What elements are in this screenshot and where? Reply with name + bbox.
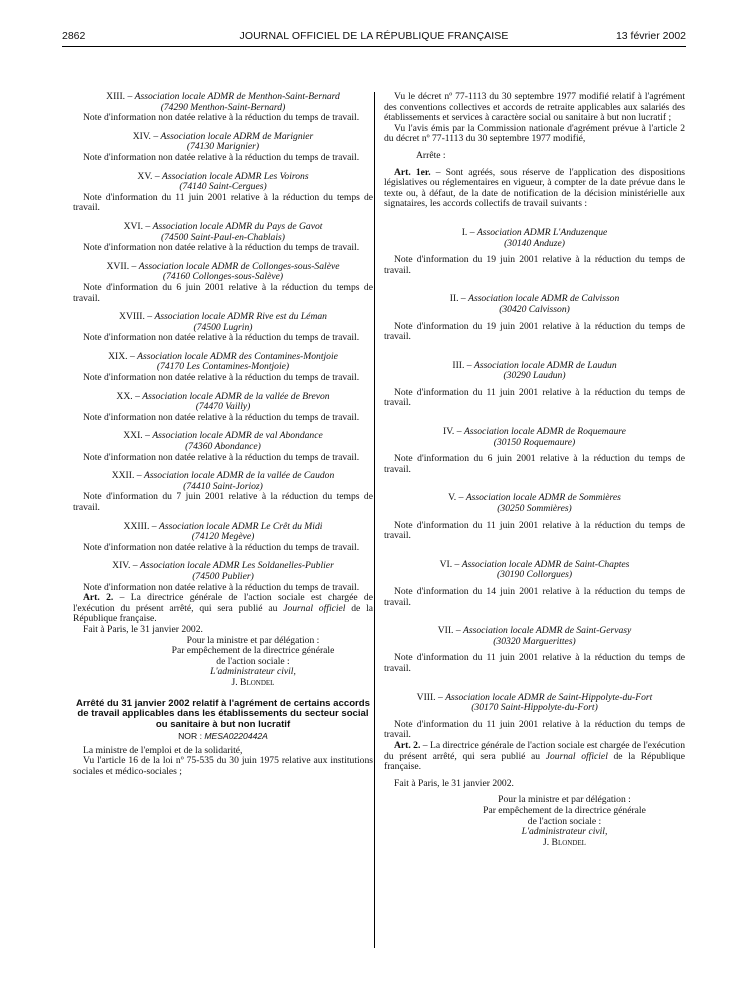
section-number: III. – (452, 359, 472, 371)
issue-date: 13 février 2002 (615, 30, 686, 42)
signature-name: J. Blondel (231, 676, 275, 688)
page-header (62, 30, 686, 47)
section-note: Note d'information non datée relative à la réduction du temps de travail. (83, 451, 360, 463)
right-column (384, 92, 685, 848)
association-place: (30150 Roquemaure) (493, 436, 576, 448)
section-heading (384, 361, 685, 382)
section-heading (384, 693, 685, 714)
section-heading (73, 431, 373, 452)
section-number: VII. – (437, 625, 461, 637)
section-number: XX. – (116, 390, 140, 402)
association-name: Association locale ADMR de Saint-Hippolyte-du-Fort (445, 691, 653, 703)
association-name: Association locale ADMR de Saint-Gervasy (463, 625, 632, 637)
section-note: Note d'information du 6 juin 2001 relative à la réduction du temps de travail. (73, 281, 373, 304)
section-heading (384, 294, 685, 315)
arrete-line: Arrête : (416, 149, 446, 161)
association-name: Association locale ADMR de Roquemaure (463, 426, 626, 438)
association-name: Association locale ADMR de la vallée de Brevon (142, 390, 330, 402)
left-signature (133, 636, 373, 689)
section-number: XIII. – (106, 91, 133, 102)
nor-label: NOR : (178, 731, 205, 742)
right-article-1 (384, 168, 685, 210)
section-heading (73, 172, 373, 193)
minister-line: La ministre de l'emploi et de la solidarité, (83, 744, 243, 756)
association-name: Association locale ADMR des Contamines-Montjoie (137, 350, 338, 362)
article-text: – La directrice générale de l'action sociale est chargée de l'exécution du présent arrêté, qui sera publié au (384, 739, 686, 762)
section-number: XXI. – (123, 430, 150, 442)
association-name: Association locale ADMR Les Voirons (162, 170, 309, 182)
section-note: Note d'information non datée relative à la réduction du temps de travail. (83, 541, 360, 553)
nor-code: MESA0220442A (204, 731, 268, 742)
section-note: Note d'information du 19 juin 2001 relative à la réduction du temps de travail. (384, 254, 685, 276)
section-note: Note d'information non datée relative à la réduction du temps de travail. (83, 332, 360, 344)
section-note: Note d'information non datée relative à la réduction du temps de travail. (83, 411, 360, 423)
association-name: Association locale ADMR de la vallée de Caudon (143, 470, 335, 482)
association-place: (74130 Marignier) (186, 141, 260, 153)
section-heading (73, 471, 373, 492)
article-label: Art. 2. (394, 739, 421, 751)
association-name: Association locale ADMR Les Soldanelles-Publier (140, 560, 334, 572)
article-text-end: de la République française. (73, 602, 373, 625)
section-number: XXII. – (111, 470, 142, 482)
page-number: 2862 (62, 30, 86, 42)
right-signature (444, 795, 685, 848)
section-note: Note d'information du 19 juin 2001 relative à la réduction du temps de travail. (384, 320, 685, 343)
section-title (384, 228, 685, 239)
section-heading (73, 92, 373, 113)
association-name: Association locale ADMR du Pays de Gavot (152, 220, 323, 232)
section-number: VIII. – (416, 691, 443, 703)
association-name: Association locale ADMR de Collonges-sous-Salève (138, 260, 340, 272)
section-heading (73, 132, 373, 153)
vu-clause-1: Vu l'article 16 de la loi nº 75-535 du 30 juin 1975 relative aux institutions sociales et médico-sociales ; (73, 755, 373, 778)
section-heading (384, 493, 685, 514)
article-label: Art. 2. (83, 592, 114, 604)
signature-line: de l'action sociale : (527, 815, 602, 827)
decree-title: Arrêté du 31 janvier 2002 relatif à l'agrément de certains accords de travail applicables dans les établissements du secteur social ou sanitaire à but non lucratif (76, 697, 370, 730)
section-heading (384, 626, 685, 647)
section-number: VI. – (439, 558, 460, 570)
association-name: Association locale ADMR de val Abondance (152, 430, 323, 442)
section-heading (73, 561, 373, 582)
section-number: XVII. – (106, 260, 137, 272)
association-place: (74410 Saint-Jorioz) (183, 480, 263, 492)
vu-clause-2: Vu le décret nº 77-1113 du 30 septembre 1977 modifié relatif à l'agrément des conventions collectives et accords de retraite applicables aux salariés des établissements et services à caractère social ou sanitaire à but non lucratif ; (384, 91, 685, 124)
section-heading (384, 427, 685, 448)
section-number: XXIII. – (123, 520, 157, 532)
association-place: (30190 Collorgues) (496, 569, 573, 581)
vu-clause-3: Vu l'avis émis par la Commission nationale d'agrément prévue à l'article 2 du décret nº 77-1113 du 30 septembre 1977 modifié, (384, 122, 685, 145)
association-place: (30250 Sommières) (497, 503, 572, 515)
section-note: Note d'information non datée relative à la réduction du temps de travail. (83, 151, 360, 163)
section-number: IV. – (443, 426, 462, 438)
section-number: V. – (448, 492, 464, 504)
association-name: Association locale ADMR de Laudun (473, 359, 617, 371)
association-place: (74500 Lugrin) (193, 321, 253, 333)
signature-title: L'administrateur civil, (521, 826, 608, 838)
right-sections (384, 228, 685, 741)
section-title (73, 92, 373, 103)
section-note: Note d'information du 11 juin 2001 relative à la réduction du temps de travail. (73, 191, 373, 214)
section-note: Note d'information du 11 juin 2001 relative à la réduction du temps de travail. (384, 386, 685, 409)
article-text-end: de la République française. (384, 750, 685, 773)
left-sections (73, 92, 373, 593)
section-number: XVIII. – (119, 311, 153, 323)
section-title (73, 222, 373, 233)
association-place: (74470 Vailly) (195, 401, 251, 413)
signature-line: Pour la ministre et par délégation : (498, 794, 631, 806)
section-number: I. – (461, 226, 475, 238)
left-column (73, 92, 373, 778)
association-name: Association locale ADRM de Marignier (160, 130, 314, 142)
article-text: – Sont agréés, sous réserve de l'application des dispositions législatives ou réglementaires en vigueur, à compter de la date prévue dans le texte ou, à défaut, de la date de notification de la décision ministérielle aux signataires, les accords collectifs de travail suivants : (384, 166, 686, 210)
article-text: – La directrice générale de l'action sociale est chargée de l'exécution du présent arrêté, qui sera publié au (73, 592, 373, 614)
section-note: Note d'information non datée relative à la réduction du temps de travail. (83, 112, 360, 124)
section-heading (384, 560, 685, 581)
section-note: Note d'information du 14 juin 2001 relative à la réduction du temps de travail. (384, 586, 685, 608)
association-name: Association locale ADMR Rive est du Léman (154, 311, 327, 323)
association-place: (74120 Megève) (191, 531, 255, 543)
section-note: Note d'information non datée relative à la réduction du temps de travail. (83, 581, 360, 593)
association-place: (30170 Saint-Hippolyte-du-Fort) (471, 702, 598, 714)
association-place: (74170 Les Contamines-Montjoie) (156, 361, 290, 373)
signature-name: J. Blondel (543, 836, 586, 848)
section-note: Note d'information du 11 juin 2001 relative à la réduction du temps de travail. (384, 519, 685, 542)
association-place: (30420 Calvisson) (499, 303, 570, 315)
signature-line: Par empêchement de la directrice générale (171, 645, 335, 657)
association-place: (74140 Saint-Cergues) (179, 181, 267, 193)
section-heading (73, 352, 373, 373)
section-heading (73, 522, 373, 543)
left-article-2 (73, 593, 373, 625)
article-label: Art. 1er. (394, 166, 431, 178)
column-divider (374, 92, 375, 948)
association-name: Association locale ADMR Le Crêt du Midi (159, 520, 323, 532)
association-place: (74500 Publier) (192, 570, 254, 582)
journal-name: Journal officiel (283, 602, 346, 614)
association-name: Association locale ADMR de Sommières (465, 492, 621, 504)
left-done-at: Fait à Paris, le 31 janvier 2002. (83, 623, 203, 635)
association-name: Association locale ADMR de Calvisson (468, 293, 620, 305)
section-number: XIV. – (112, 560, 138, 572)
association-place: (74290 Menthon-Saint-Bernard) (160, 101, 286, 113)
section-heading (73, 262, 373, 283)
nor-reference (73, 731, 373, 742)
right-article-2 (384, 741, 685, 773)
right-done-at: Fait à Paris, le 31 janvier 2002. (394, 777, 514, 789)
association-name: Association locale ADMR de Menthon-Saint-Bernard (134, 91, 340, 102)
section-note: Note d'information du 11 juin 2001 relative à la réduction du temps de travail. (384, 652, 685, 674)
section-heading (384, 228, 685, 249)
association-place: (74160 Collonges-sous-Salève) (162, 271, 284, 283)
section-number: II. – (449, 293, 466, 305)
section-number: XV. – (137, 170, 160, 182)
signature-line: Par empêchement de la directrice générale (483, 804, 646, 816)
signature-line: Pour la ministre et par délégation : (186, 634, 320, 646)
association-place: (30320 Marguerittes) (493, 635, 576, 647)
section-number: XVI. – (123, 220, 151, 232)
association-place: (30140 Anduze) (504, 237, 565, 249)
section-note: Note d'information non datée relative à la réduction du temps de travail. (83, 372, 360, 384)
association-place: (74500 Saint-Paul-en-Chablais) (161, 231, 285, 243)
association-place: (30290 Laudun) (503, 370, 566, 382)
section-heading (73, 392, 373, 413)
section-number: XIV. – (132, 130, 159, 142)
association-name: Association locale ADMR de Saint-Chaptes (461, 558, 630, 570)
section-note: Note d'information du 7 juin 2001 relative à la réduction du temps de travail. (73, 491, 373, 513)
journal-title: JOURNAL OFFICIEL DE LA RÉPUBLIQUE FRANÇAISE (239, 30, 509, 42)
section-heading (73, 312, 373, 333)
section-heading (73, 222, 373, 243)
association-place: (74360 Abondance) (185, 441, 261, 453)
section-number: XIX. – (108, 350, 135, 362)
section-note: Note d'information non datée relative à la réduction du temps de travail. (83, 242, 360, 254)
association-name: Association ADMR L'Anduzenque (476, 226, 608, 238)
section-note: Note d'information du 11 juin 2001 relative à la réduction du temps de travail. (384, 718, 685, 741)
signature-title: L'administrateur civil, (210, 666, 296, 678)
journal-name: Journal officiel (545, 750, 608, 762)
section-note: Note d'information du 6 juin 2001 relative à la réduction du temps de travail. (384, 453, 685, 475)
signature-line: de l'action sociale : (216, 655, 290, 667)
